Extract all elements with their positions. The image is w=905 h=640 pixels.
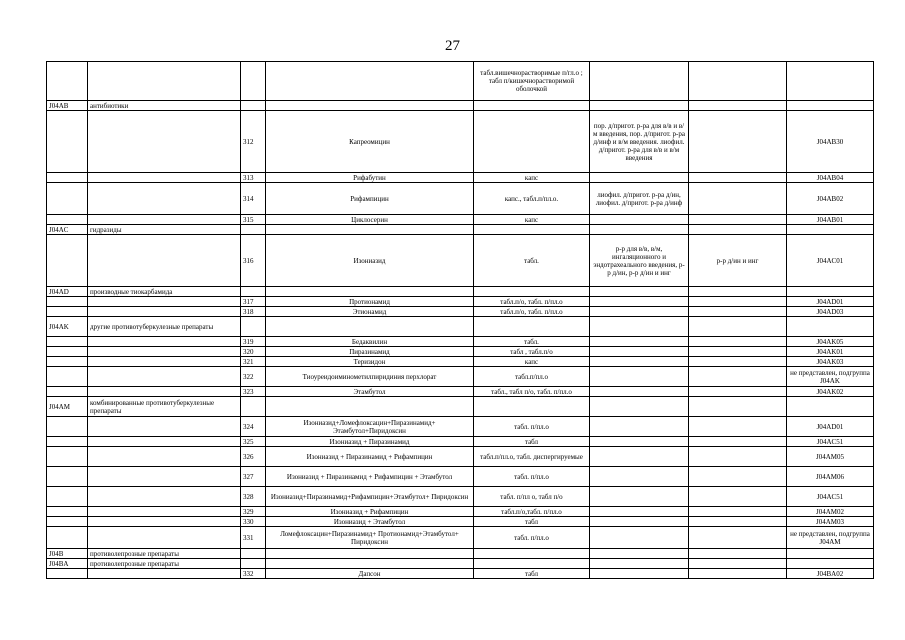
group-name-cell — [88, 387, 241, 397]
group-name-cell — [88, 215, 241, 225]
atc-reference-cell — [787, 225, 874, 235]
dosage-form-extra-cell — [590, 357, 689, 367]
dosage-form-inhalation-cell — [689, 173, 787, 183]
atc-reference-cell: J04AB30 — [787, 111, 874, 173]
dosage-form-cell: табл. — [474, 235, 590, 287]
group-name-cell — [88, 183, 241, 215]
dosage-form-cell: табл.п/о, табл. п/пл.о — [474, 297, 590, 307]
drug-name-cell: Изониазид + Пиразинамид + Рифампицин + Этамбутол — [266, 467, 474, 487]
dosage-form-inhalation-cell — [689, 101, 787, 111]
atc-reference-cell: J04AD01 — [787, 297, 874, 307]
dosage-form-extra-cell: р-р для в/в, в/м, ингаляционного и эндотрахеального введения, р-р д/ин, р-р д/ин и инг — [590, 235, 689, 287]
drug-name-cell — [266, 62, 474, 101]
atc-code-cell: J04AM — [47, 397, 88, 417]
table-row — [47, 297, 874, 307]
atc-code-cell: J04B — [47, 549, 88, 559]
drug-name-cell: Дапсон — [266, 569, 474, 579]
row-number-cell — [241, 62, 266, 101]
dosage-form-extra-cell — [590, 225, 689, 235]
dosage-form-inhalation-cell — [689, 297, 787, 307]
group-name-cell — [88, 62, 241, 101]
drug-name-cell: Пиразинамид — [266, 347, 474, 357]
table-row — [47, 111, 874, 173]
table-row — [47, 367, 874, 387]
atc-reference-cell: J04BA02 — [787, 569, 874, 579]
row-number-cell: 324 — [241, 417, 266, 437]
drug-name-cell — [266, 397, 474, 417]
atc-code-cell — [47, 62, 88, 101]
atc-reference-cell — [787, 397, 874, 417]
dosage-form-cell: табл. — [474, 337, 590, 347]
dosage-form-extra-cell: пор. д/пригот. р-ра для в/в и в/м введения, пор. д/пригот. р-ра д/инф и в/м введения. лиофил. д/пригот. р-ра для в/в и в/м введения — [590, 111, 689, 173]
table-row — [47, 183, 874, 215]
dosage-form-cell: табл — [474, 437, 590, 447]
drug-name-cell: Изониазид + Пиразинамид — [266, 437, 474, 447]
group-name-cell — [88, 357, 241, 367]
drug-name-cell: Капреомицин — [266, 111, 474, 173]
dosage-form-cell: табл.п/пл.о, табл. диспергируемые — [474, 447, 590, 467]
atc-code-cell — [47, 297, 88, 307]
group-name-cell — [88, 173, 241, 183]
atc-reference-cell: J04AC01 — [787, 235, 874, 287]
dosage-form-inhalation-cell — [689, 287, 787, 297]
table-row — [47, 62, 874, 101]
group-name-cell — [88, 507, 241, 517]
group-name-cell — [88, 447, 241, 467]
dosage-form-extra-cell — [590, 317, 689, 337]
group-name-cell — [88, 467, 241, 487]
dosage-form-cell: капс — [474, 357, 590, 367]
dosage-form-extra-cell — [590, 101, 689, 111]
group-name-cell — [88, 307, 241, 317]
atc-code-cell — [47, 347, 88, 357]
group-name-cell — [88, 569, 241, 579]
atc-code-cell: J04AD — [47, 287, 88, 297]
dosage-form-inhalation-cell — [689, 111, 787, 173]
table-row — [47, 347, 874, 357]
dosage-form-cell — [474, 559, 590, 569]
drug-name-cell — [266, 287, 474, 297]
row-number-cell: 332 — [241, 569, 266, 579]
atc-code-cell — [47, 173, 88, 183]
table-row — [47, 517, 874, 527]
row-number-cell — [241, 317, 266, 337]
dosage-form-inhalation-cell — [689, 507, 787, 517]
table-row — [47, 397, 874, 417]
group-name-cell — [88, 487, 241, 507]
atc-code-cell — [47, 467, 88, 487]
dosage-form-cell: табл., табл п/о, табл. п/пл.о — [474, 387, 590, 397]
dosage-form-inhalation-cell — [689, 397, 787, 417]
atc-code-cell: J04BA — [47, 559, 88, 569]
dosage-form-extra-cell — [590, 367, 689, 387]
dosage-form-cell — [474, 317, 590, 337]
atc-reference-cell: J04AD03 — [787, 307, 874, 317]
atc-code-cell — [47, 111, 88, 173]
group-name-cell — [88, 417, 241, 437]
drug-name-cell — [266, 225, 474, 235]
dosage-form-inhalation-cell — [689, 517, 787, 527]
dosage-form-inhalation-cell — [689, 487, 787, 507]
dosage-form-extra-cell — [590, 215, 689, 225]
group-name-cell: гидразиды — [88, 225, 241, 235]
atc-reference-cell: J04AM06 — [787, 467, 874, 487]
dosage-form-extra-cell — [590, 307, 689, 317]
table-row — [47, 287, 874, 297]
row-number-cell: 328 — [241, 487, 266, 507]
dosage-form-cell — [474, 549, 590, 559]
dosage-form-extra-cell — [590, 287, 689, 297]
dosage-form-extra-cell — [590, 417, 689, 437]
table-row — [47, 569, 874, 579]
atc-code-cell: J04AB — [47, 101, 88, 111]
dosage-form-extra-cell — [590, 387, 689, 397]
drug-name-cell: Бедаквилин — [266, 337, 474, 347]
row-number-cell: 325 — [241, 437, 266, 447]
drug-name-cell: Рифампицин — [266, 183, 474, 215]
atc-reference-cell — [787, 317, 874, 337]
atc-code-cell — [47, 527, 88, 549]
drug-name-cell: Изониазид + Пиразинамид + Рифампицин — [266, 447, 474, 467]
page-number: 27 — [445, 38, 460, 54]
dosage-form-extra-cell — [590, 507, 689, 517]
atc-reference-cell: J04AD01 — [787, 417, 874, 437]
dosage-form-inhalation-cell — [689, 347, 787, 357]
group-name-cell — [88, 337, 241, 347]
group-name-cell — [88, 111, 241, 173]
table-row — [47, 559, 874, 569]
row-number-cell: 326 — [241, 447, 266, 467]
atc-code-cell — [47, 307, 88, 317]
table-row — [47, 357, 874, 367]
atc-code-cell — [47, 235, 88, 287]
dosage-form-extra-cell — [590, 527, 689, 549]
drug-name-cell: Изониазид + Этамбутол — [266, 517, 474, 527]
dosage-form-inhalation-cell — [689, 307, 787, 317]
dosage-form-inhalation-cell — [689, 317, 787, 337]
dosage-form-cell — [474, 111, 590, 173]
atc-code-cell — [47, 417, 88, 437]
group-name-cell — [88, 437, 241, 447]
group-name-cell — [88, 347, 241, 357]
dosage-form-cell: капс., табл.п/пл.о. — [474, 183, 590, 215]
row-number-cell — [241, 559, 266, 569]
table-row — [47, 225, 874, 235]
row-number-cell: 316 — [241, 235, 266, 287]
row-number-cell: 319 — [241, 337, 266, 347]
dosage-form-cell — [474, 101, 590, 111]
atc-code-cell — [47, 447, 88, 467]
table-row — [47, 101, 874, 111]
drug-name-cell — [266, 317, 474, 337]
table-row — [47, 447, 874, 467]
atc-code-cell — [47, 357, 88, 367]
atc-code-cell — [47, 437, 88, 447]
table-row — [47, 417, 874, 437]
drug-name-cell: Изониазид+Пиразинамид+Рифампицин+Этамбутол+ Пиридоксин — [266, 487, 474, 507]
dosage-form-inhalation-cell — [689, 183, 787, 215]
row-number-cell: 320 — [241, 347, 266, 357]
atc-code-cell — [47, 517, 88, 527]
drug-name-cell — [266, 101, 474, 111]
table-body — [47, 62, 874, 579]
dosage-form-inhalation-cell — [689, 225, 787, 235]
drug-name-cell: Рифабутин — [266, 173, 474, 183]
dosage-form-cell: табл — [474, 517, 590, 527]
atc-reference-cell: J04AC51 — [787, 487, 874, 507]
row-number-cell: 323 — [241, 387, 266, 397]
group-name-cell: другие противотуберкулезные препараты — [88, 317, 241, 337]
row-number-cell: 329 — [241, 507, 266, 517]
dosage-form-inhalation-cell — [689, 215, 787, 225]
drug-name-cell — [266, 549, 474, 559]
dosage-form-inhalation-cell — [689, 527, 787, 549]
dosage-form-extra-cell: лиофил. д/пригот. р-ра д/ин, лиофил. д/пригот. р-ра д/инф — [590, 183, 689, 215]
atc-code-cell — [47, 215, 88, 225]
group-name-cell: комбинированные противотуберкулезные препараты — [88, 397, 241, 417]
drug-name-cell: Циклосерин — [266, 215, 474, 225]
atc-code-cell — [47, 387, 88, 397]
atc-reference-cell: J04AC51 — [787, 437, 874, 447]
dosage-form-extra-cell — [590, 517, 689, 527]
dosage-form-extra-cell — [590, 173, 689, 183]
row-number-cell: 315 — [241, 215, 266, 225]
dosage-form-extra-cell — [590, 467, 689, 487]
dosage-form-cell — [474, 225, 590, 235]
dosage-form-extra-cell — [590, 559, 689, 569]
atc-code-cell — [47, 367, 88, 387]
dosage-form-inhalation-cell — [689, 447, 787, 467]
dosage-form-inhalation-cell: р-р д/ин и инг — [689, 235, 787, 287]
row-number-cell: 314 — [241, 183, 266, 215]
dosage-form-extra-cell — [590, 397, 689, 417]
row-number-cell: 312 — [241, 111, 266, 173]
atc-reference-cell: не представлен, подгруппа J04AM — [787, 527, 874, 549]
drug-name-cell: Изониазид — [266, 235, 474, 287]
dosage-form-extra-cell — [590, 437, 689, 447]
table-row — [47, 235, 874, 287]
drug-name-cell: Протионамид — [266, 297, 474, 307]
atc-code-cell: J04AK — [47, 317, 88, 337]
dosage-form-extra-cell — [590, 62, 689, 101]
table-row — [47, 527, 874, 549]
atc-code-cell — [47, 487, 88, 507]
dosage-form-cell: табл. п/пл.о — [474, 527, 590, 549]
table-row — [47, 215, 874, 225]
atc-reference-cell: J04AM03 — [787, 517, 874, 527]
atc-reference-cell: J04AM02 — [787, 507, 874, 517]
group-name-cell: производные тиокарбамида — [88, 287, 241, 297]
dosage-form-inhalation-cell — [689, 559, 787, 569]
group-name-cell — [88, 517, 241, 527]
row-number-cell — [241, 225, 266, 235]
drug-name-cell: Этионамид — [266, 307, 474, 317]
dosage-form-inhalation-cell — [689, 367, 787, 387]
atc-reference-cell — [787, 559, 874, 569]
dosage-form-extra-cell — [590, 487, 689, 507]
dosage-form-cell: табл — [474, 569, 590, 579]
atc-reference-cell: не представлен, подгруппа J04AK — [787, 367, 874, 387]
atc-reference-cell: J04AK05 — [787, 337, 874, 347]
row-number-cell: 313 — [241, 173, 266, 183]
table-row — [47, 317, 874, 337]
atc-reference-cell — [787, 101, 874, 111]
dosage-form-inhalation-cell — [689, 467, 787, 487]
atc-reference-cell: J04AB04 — [787, 173, 874, 183]
dosage-form-extra-cell — [590, 297, 689, 307]
group-name-cell — [88, 235, 241, 287]
dosage-form-cell: табл. п/пл.о — [474, 417, 590, 437]
dosage-form-inhalation-cell — [689, 417, 787, 437]
group-name-cell: противолепрозные препараты — [88, 549, 241, 559]
dosage-form-inhalation-cell — [689, 437, 787, 447]
dosage-form-inhalation-cell — [689, 62, 787, 101]
table-row — [47, 549, 874, 559]
drug-name-cell — [266, 559, 474, 569]
dosage-form-cell: табл.п/о,табл. п/пл.о — [474, 507, 590, 517]
table-row — [47, 337, 874, 347]
atc-reference-cell: J04AK01 — [787, 347, 874, 357]
row-number-cell: 321 — [241, 357, 266, 367]
dosage-form-extra-cell — [590, 569, 689, 579]
group-name-cell: противолепрозные препараты — [88, 559, 241, 569]
group-name-cell: антибиотики — [88, 101, 241, 111]
drug-name-cell: Этамбутол — [266, 387, 474, 397]
drug-name-cell: Изониазид + Рифампицин — [266, 507, 474, 517]
table-row — [47, 387, 874, 397]
group-name-cell — [88, 367, 241, 387]
row-number-cell: 331 — [241, 527, 266, 549]
dosage-form-extra-cell — [590, 337, 689, 347]
atc-code-cell — [47, 337, 88, 347]
table-row — [47, 487, 874, 507]
dosage-form-cell: капс — [474, 173, 590, 183]
atc-reference-cell — [787, 62, 874, 101]
group-name-cell — [88, 297, 241, 307]
dosage-form-inhalation-cell — [689, 357, 787, 367]
row-number-cell — [241, 397, 266, 417]
dosage-form-cell: табл. п/пл о, табл п/о — [474, 487, 590, 507]
drug-table — [46, 61, 874, 579]
atc-reference-cell — [787, 549, 874, 559]
atc-code-cell: J04AC — [47, 225, 88, 235]
atc-reference-cell: J04AB01 — [787, 215, 874, 225]
row-number-cell — [241, 101, 266, 111]
dosage-form-cell: табл. п/пл.о — [474, 467, 590, 487]
row-number-cell: 330 — [241, 517, 266, 527]
row-number-cell: 317 — [241, 297, 266, 307]
atc-reference-cell: J04AB02 — [787, 183, 874, 215]
dosage-form-extra-cell — [590, 447, 689, 467]
dosage-form-cell: капс — [474, 215, 590, 225]
table-row — [47, 307, 874, 317]
row-number-cell: 327 — [241, 467, 266, 487]
table-row — [47, 467, 874, 487]
dosage-form-inhalation-cell — [689, 549, 787, 559]
drug-name-cell: Теризидон — [266, 357, 474, 367]
dosage-form-cell: табл.п/пл.о — [474, 367, 590, 387]
dosage-form-inhalation-cell — [689, 337, 787, 347]
atc-reference-cell — [787, 287, 874, 297]
drug-name-cell: Изониазид+Ломефлоксацин+Пиразинамид+ Этамбутол+Пиридоксин — [266, 417, 474, 437]
row-number-cell: 318 — [241, 307, 266, 317]
dosage-form-cell: табл.п/о, табл. п/пл.о — [474, 307, 590, 317]
drug-name-cell: Ломефлоксацин+Пиразинамид+ Протионамид+Этамбутол+ Пиридоксин — [266, 527, 474, 549]
row-number-cell — [241, 549, 266, 559]
dosage-form-cell: табл , табл.п/о — [474, 347, 590, 357]
dosage-form-inhalation-cell — [689, 387, 787, 397]
atc-code-cell — [47, 507, 88, 517]
group-name-cell — [88, 527, 241, 549]
dosage-form-cell — [474, 287, 590, 297]
dosage-form-extra-cell — [590, 549, 689, 559]
table-row — [47, 507, 874, 517]
atc-reference-cell: J04AM05 — [787, 447, 874, 467]
drug-name-cell: Тиоуреидоиминометилпиридиния перхлорат — [266, 367, 474, 387]
dosage-form-cell: табл.вишечнорастворимые п/гл.о ; табл п/кишечнорастворимой оболочкой — [474, 62, 590, 101]
atc-code-cell — [47, 183, 88, 215]
atc-reference-cell: J04AK03 — [787, 357, 874, 367]
row-number-cell — [241, 287, 266, 297]
table-row — [47, 437, 874, 447]
atc-code-cell — [47, 569, 88, 579]
dosage-form-inhalation-cell — [689, 569, 787, 579]
table-row — [47, 173, 874, 183]
dosage-form-extra-cell — [590, 347, 689, 357]
dosage-form-cell — [474, 397, 590, 417]
row-number-cell: 322 — [241, 367, 266, 387]
atc-reference-cell: J04AK02 — [787, 387, 874, 397]
